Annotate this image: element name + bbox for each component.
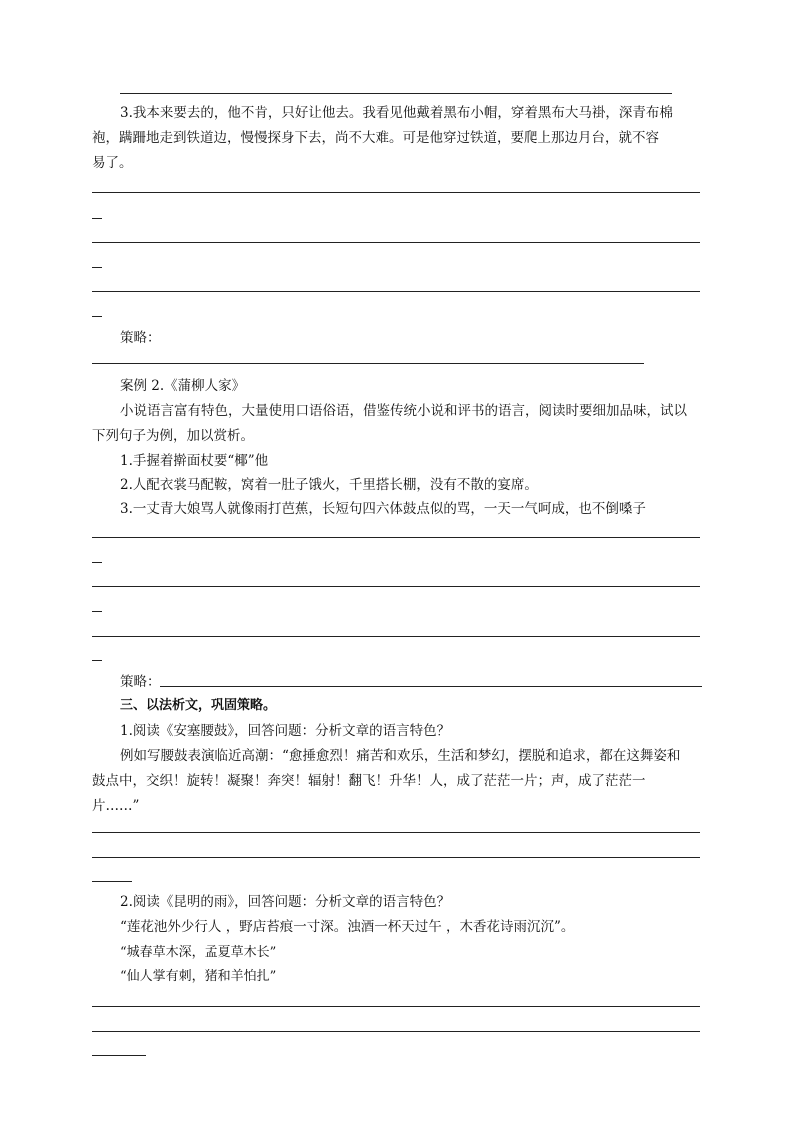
answer-line <box>92 1006 700 1007</box>
strategy-label: 策略： <box>120 674 161 690</box>
answer-line <box>120 93 672 94</box>
answer-line <box>92 192 700 193</box>
answer-line-stub <box>92 562 102 563</box>
answer-line-stub <box>92 881 132 882</box>
sentence-3-line-1: 3.我本来要去的，他不肯，只好让他去。我看见他戴着黑布小帽，穿着黑布大马褂，深青布棉 <box>120 105 673 121</box>
answer-line-stub <box>92 218 102 219</box>
case-2-sentence-3: 3.一丈青大娘骂人就像雨打芭蕉，长短句四六体鼓点似的骂，一天一气呵成，也不倒嗓子 <box>120 501 646 517</box>
question-2: 2.阅读《昆明的雨》，回答问题：分析文章的语言特色？ <box>120 894 451 910</box>
answer-line-stub <box>92 316 102 317</box>
case-2-title: 案例 2.《蒲柳人家》 <box>120 378 246 394</box>
answer-line <box>92 832 700 833</box>
answer-line-stub <box>92 267 102 268</box>
case-2-sentence-1: 1.手握着擀面杖要“椰”他 <box>120 453 269 469</box>
sentence-3-line-2: 袍，蹒跚地走到铁道边，慢慢探身下去，尚不大难。可是他穿过铁道，要爬上那边月台，就不容 <box>92 130 659 146</box>
answer-line <box>92 291 700 292</box>
question-1: 1.阅读《安塞腰鼓》，回答问题：分析文章的语言特色？ <box>120 723 451 739</box>
answer-line-stub <box>92 611 102 612</box>
question-2-quote-3: “仙人掌有刺，猪和羊怕扎” <box>120 969 277 984</box>
case-2-intro-line-2: 下列句子为例，加以赏析。 <box>92 428 254 444</box>
answer-line <box>92 537 700 538</box>
answer-line <box>92 636 700 637</box>
answer-line <box>92 242 700 243</box>
answer-line <box>92 857 700 858</box>
case-2-sentence-2: 2.人配衣裳马配鞍，窝着一肚子饿火，千里搭长棚，没有不散的宴席。 <box>120 477 538 493</box>
section-3-heading: 三、以法析文，巩固策略。 <box>120 698 277 713</box>
sentence-3-line-3: 易了。 <box>92 155 133 171</box>
strategy-answer-line <box>92 363 644 364</box>
question-1-quote-line-3: 片……” <box>92 798 140 814</box>
strategy-label: 策略： <box>120 330 161 346</box>
case-2-intro-line-1: 小说语言富有特色，大量使用口语俗语，借鉴传统小说和评书的语言，阅读时要细加品味，试以 <box>120 403 687 419</box>
answer-line <box>92 1031 700 1032</box>
strategy-answer-line <box>160 686 702 687</box>
question-2-quote-1: “莲花池外少行人 ，野店苔痕一寸深。浊酒一杯天过午 ，木香花诗雨沉沉”。 <box>120 919 575 935</box>
question-1-quote-line-1: 例如写腰鼓表演临近高潮：“愈捶愈烈！痛苦和欢乐，生活和梦幻，摆脱和追求，都在这舞姿和 <box>120 748 681 764</box>
answer-line-stub <box>92 1055 146 1056</box>
answer-line-stub <box>92 660 102 661</box>
question-2-quote-2: “城春草木深，孟夏草木长” <box>120 945 277 960</box>
answer-line <box>92 586 700 587</box>
question-1-quote-line-2: 鼓点中，交织！旋转！凝聚！奔突！辐射！翻飞！升华！人，成了茫茫一片；声，成了茫茫一 <box>92 773 646 789</box>
